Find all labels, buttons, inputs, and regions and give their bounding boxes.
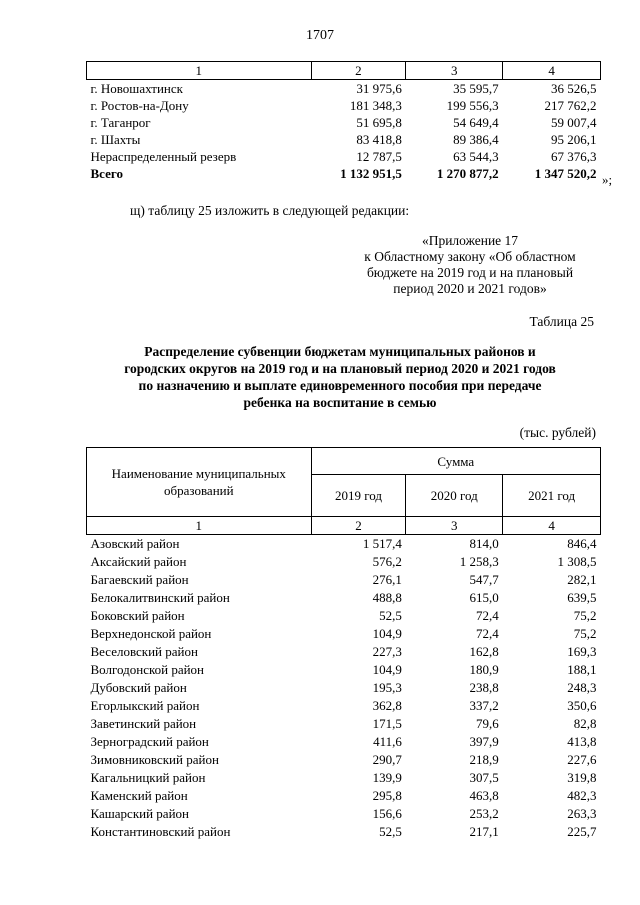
row-name: г. Шахты: [90, 132, 141, 147]
value-cell: 411,6: [373, 734, 402, 749]
table-row: [87, 535, 601, 554]
value-cell: 263,3: [567, 806, 597, 821]
row-name: Багаевский район: [90, 572, 189, 587]
value-cell: 67 376,3: [551, 149, 597, 164]
value-cell: 248,3: [567, 680, 597, 695]
table-row: [87, 661, 601, 679]
row-name: г. Таганрог: [90, 115, 151, 130]
row-name: Верхнедонской район: [90, 626, 212, 641]
page-number: 1707: [306, 28, 334, 43]
value-cell: 31 975,6: [356, 81, 402, 96]
appendix-line: «Приложение 17: [421, 233, 519, 248]
value-cell: 615,0: [469, 590, 499, 605]
table-title: [70, 343, 610, 411]
value-cell: 253,2: [469, 806, 499, 821]
value-cell: 89 386,4: [453, 132, 499, 147]
row-name: Егорлыкский район: [90, 698, 200, 713]
table-row: [87, 80, 601, 98]
value-cell: 162,8: [469, 644, 499, 659]
previous-table-continuation: [86, 61, 601, 182]
table-row: [87, 697, 601, 715]
table-row: [87, 589, 601, 607]
table-row: [87, 97, 601, 114]
table-row: [87, 787, 601, 805]
header-sum: Сумма: [311, 448, 600, 475]
row-name: Белокалитвинский район: [90, 590, 230, 605]
value-cell: 227,6: [567, 752, 597, 767]
appendix-reference: [300, 233, 640, 297]
value-cell: 463,8: [469, 788, 499, 803]
value-cell: 218,9: [469, 752, 499, 767]
row-name: г. Ростов-на-Дону: [90, 98, 189, 113]
table-row: [87, 715, 601, 733]
value-cell: 59 007,4: [551, 115, 597, 130]
closing-quote: »;: [602, 172, 613, 187]
value-cell: 217 762,2: [544, 98, 597, 113]
value-cell: 639,5: [567, 590, 597, 605]
value-cell: 290,7: [372, 752, 402, 767]
header-year: 2020 год: [406, 475, 503, 517]
title-line: ребенка на воспитание в семью: [243, 395, 437, 410]
value-cell: 1 347 520,2: [534, 166, 597, 181]
total-row: [87, 165, 601, 182]
value-cell: 199 556,3: [446, 98, 499, 113]
value-cell: 95 206,1: [551, 132, 597, 147]
row-name: Зерноградский район: [90, 734, 209, 749]
value-cell: 276,1: [372, 572, 402, 587]
value-cell: 104,9: [372, 626, 402, 641]
column-number: 1: [87, 517, 312, 535]
value-cell: 35 595,7: [453, 81, 499, 96]
value-cell: 307,5: [469, 770, 499, 785]
row-name: Волгодонской район: [90, 662, 205, 677]
column-number: 3: [406, 517, 503, 535]
table-label: Таблица 25: [529, 314, 594, 329]
row-name: Константиновский район: [90, 824, 231, 839]
value-cell: 156,6: [372, 806, 402, 821]
column-number: 2: [311, 62, 406, 80]
value-cell: 1 132 951,5: [340, 166, 402, 181]
value-cell: 846,4: [567, 536, 597, 551]
value-cell: 319,8: [567, 770, 597, 785]
table-row: [87, 751, 601, 769]
value-cell: 63 544,3: [453, 149, 499, 164]
value-cell: 72,4: [475, 626, 499, 641]
table-row: [87, 823, 601, 841]
table-row: [87, 148, 601, 165]
value-cell: 188,1: [567, 662, 597, 677]
value-cell: 217,1: [469, 824, 499, 839]
row-name: Кашарский район: [90, 806, 189, 821]
value-cell: 362,8: [372, 698, 402, 713]
row-name: Зимовниковский район: [90, 752, 219, 767]
title-line: Распределение субвенции бюджетам муниципальных районов и: [144, 344, 536, 359]
row-name: Кагальницкий район: [90, 770, 206, 785]
units-label: (тыс. рублей): [519, 425, 596, 440]
value-cell: 576,2: [372, 554, 402, 569]
value-cell: 1 308,5: [557, 554, 597, 569]
subvention-table: [86, 447, 601, 841]
value-cell: 1 517,4: [362, 536, 402, 551]
value-cell: 139,9: [372, 770, 402, 785]
table-row: [87, 114, 601, 131]
header-year: 2019 год: [311, 475, 406, 517]
appendix-line: бюджете на 2019 год и на плановый: [366, 265, 574, 280]
value-cell: 488,8: [372, 590, 402, 605]
value-cell: 547,7: [469, 572, 499, 587]
value-cell: 75,2: [573, 626, 597, 641]
table-row: [87, 607, 601, 625]
table-row: [87, 643, 601, 661]
value-cell: 12 787,5: [356, 149, 402, 164]
value-cell: 79,6: [475, 716, 499, 731]
amendment-instruction: щ) таблицу 25 изложить в следующей редакции:: [130, 203, 410, 218]
value-cell: 337,2: [469, 698, 499, 713]
value-cell: 225,7: [567, 824, 597, 839]
value-cell: 195,3: [372, 680, 402, 695]
value-cell: 350,6: [567, 698, 597, 713]
value-cell: 227,3: [372, 644, 402, 659]
value-cell: 238,8: [469, 680, 499, 695]
column-number-row: [87, 62, 601, 80]
value-cell: 171,5: [372, 716, 402, 731]
value-cell: 181 348,3: [349, 98, 402, 113]
header-row: [87, 448, 601, 475]
value-cell: 54 649,4: [453, 115, 499, 130]
row-name: Аксайский район: [90, 554, 187, 569]
column-number: 3: [406, 62, 503, 80]
table-row: [87, 571, 601, 589]
column-number: 4: [503, 62, 601, 80]
value-cell: 482,3: [567, 788, 597, 803]
row-name: Боковский район: [90, 608, 185, 623]
row-name: Каменский район: [90, 788, 188, 803]
row-name: Веселовский район: [90, 644, 198, 659]
row-name: г. Новошахтинск: [90, 81, 183, 96]
value-cell: 169,3: [567, 644, 597, 659]
value-cell: 295,8: [372, 788, 402, 803]
value-cell: 413,8: [567, 734, 597, 749]
table-row: [87, 679, 601, 697]
column-number: 4: [503, 517, 601, 535]
value-cell: 397,9: [469, 734, 499, 749]
value-cell: 75,2: [573, 608, 597, 623]
table-row: [87, 805, 601, 823]
value-cell: 72,4: [475, 608, 499, 623]
value-cell: 180,9: [469, 662, 499, 677]
value-cell: 36 526,5: [551, 81, 597, 96]
row-name: Азовский район: [90, 536, 180, 551]
value-cell: 51 695,8: [356, 115, 402, 130]
value-cell: 814,0: [469, 536, 499, 551]
value-cell: 82,8: [573, 716, 597, 731]
title-line: городских округов на 2019 год и на плановый период 2020 и 2021 годов: [124, 361, 556, 376]
appendix-line: период 2020 и 2021 годов»: [393, 281, 547, 296]
value-cell: 52,5: [379, 608, 402, 623]
value-cell: 1 258,3: [459, 554, 499, 569]
appendix-line: к Областному закону «Об областном: [364, 249, 576, 264]
row-name: Всего: [90, 166, 123, 181]
row-name: Нераспределенный резерв: [90, 149, 237, 164]
header-year: 2021 год: [503, 475, 601, 517]
value-cell: 52,5: [379, 824, 402, 839]
header-name: Наименование муниципальных образований: [87, 448, 312, 517]
row-name: Заветинский район: [90, 716, 197, 731]
column-number-row: [87, 517, 601, 535]
column-number: 1: [87, 62, 312, 80]
table-row: [87, 131, 601, 148]
table-row: [87, 733, 601, 751]
table-row: [87, 553, 601, 571]
value-cell: 83 418,8: [356, 132, 402, 147]
table-row: [87, 769, 601, 787]
value-cell: 104,9: [372, 662, 402, 677]
column-number: 2: [311, 517, 406, 535]
row-name: Дубовский район: [90, 680, 187, 695]
title-line: по назначению и выплате единовременного пособия при передаче: [138, 378, 542, 393]
value-cell: 282,1: [567, 572, 597, 587]
table-row: [87, 625, 601, 643]
value-cell: 1 270 877,2: [436, 166, 499, 181]
